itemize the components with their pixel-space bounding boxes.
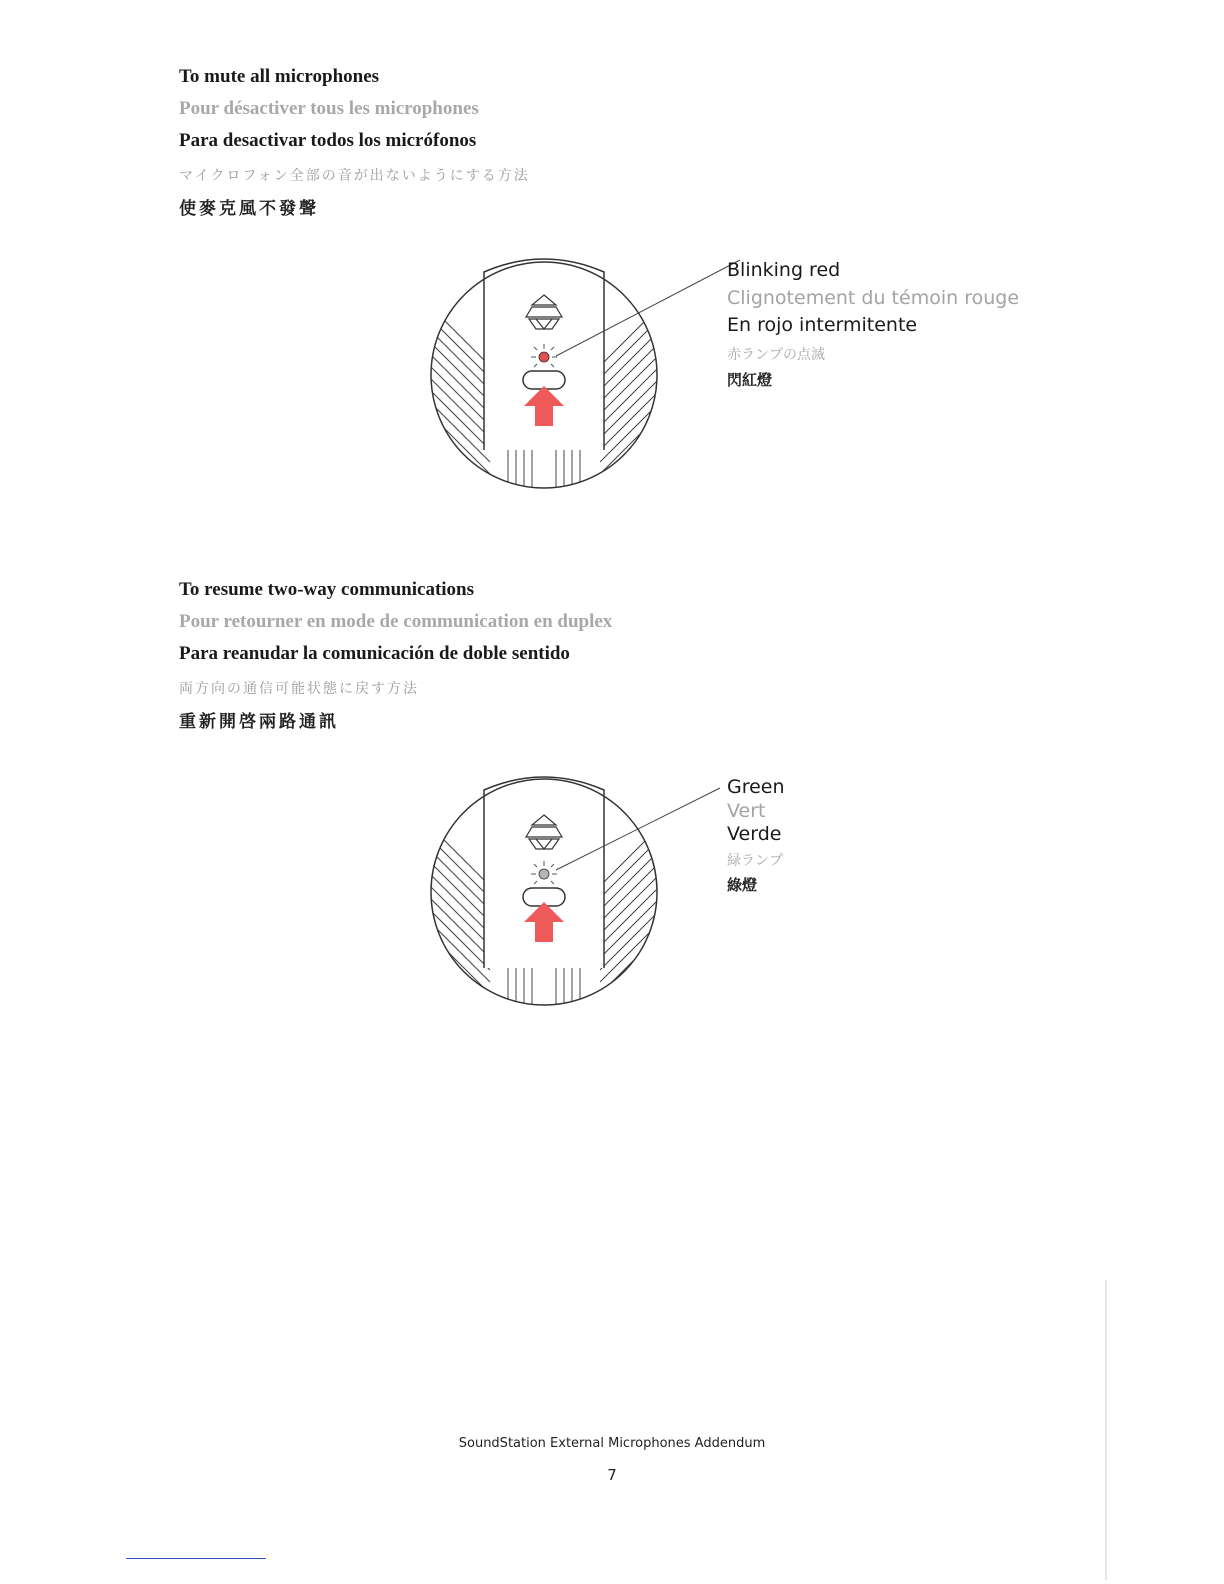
led-label-es: En rojo intermitente xyxy=(727,314,918,336)
led-label-fr: Vert xyxy=(727,800,766,822)
speakerphone-mute-illustration xyxy=(420,250,740,500)
led-label-en: Green xyxy=(727,776,785,798)
led-label-fr: Clignotement du témoin rouge xyxy=(727,287,1020,309)
section2-title-es: Para reanudar la comunicación de doble sentido xyxy=(179,643,570,664)
section2-title-zh: 重新開啓兩路通訊 xyxy=(179,712,339,732)
footer-rule xyxy=(126,1558,266,1559)
section2-title-ja: 両方向の通信可能状態に戻す方法 xyxy=(179,681,419,697)
section2-title-en: To resume two-way communications xyxy=(179,579,475,600)
section1-title-en: To mute all microphones xyxy=(179,66,380,87)
page-number: 7 xyxy=(607,1466,617,1484)
led-label-ja: 赤ランプの点滅 xyxy=(727,347,825,363)
section2-title-fr: Pour retourner en mode de communication en duplex xyxy=(179,611,613,632)
led-label-zh: 閃紅燈 xyxy=(727,371,773,389)
led-label-ja: 緑ランプ xyxy=(727,853,783,869)
led-label-es: Verde xyxy=(727,823,782,845)
led-label-zh: 綠燈 xyxy=(727,876,758,894)
section1-title-es: Para desactivar todos los micrófonos xyxy=(179,130,477,151)
section1-title-ja: マイクロフォン全部の音が出ないようにする方法 xyxy=(179,168,530,184)
speakerphone-resume-illustration xyxy=(420,770,740,1020)
led-label-en: Blinking red xyxy=(727,259,841,281)
section1-title-zh: 使麥克風不發聲 xyxy=(179,199,319,219)
footer-title: SoundStation External Microphones Addendum xyxy=(458,1436,766,1451)
scan-edge xyxy=(1105,1280,1107,1580)
section1-title-fr: Pour désactiver tous les microphones xyxy=(179,98,479,119)
